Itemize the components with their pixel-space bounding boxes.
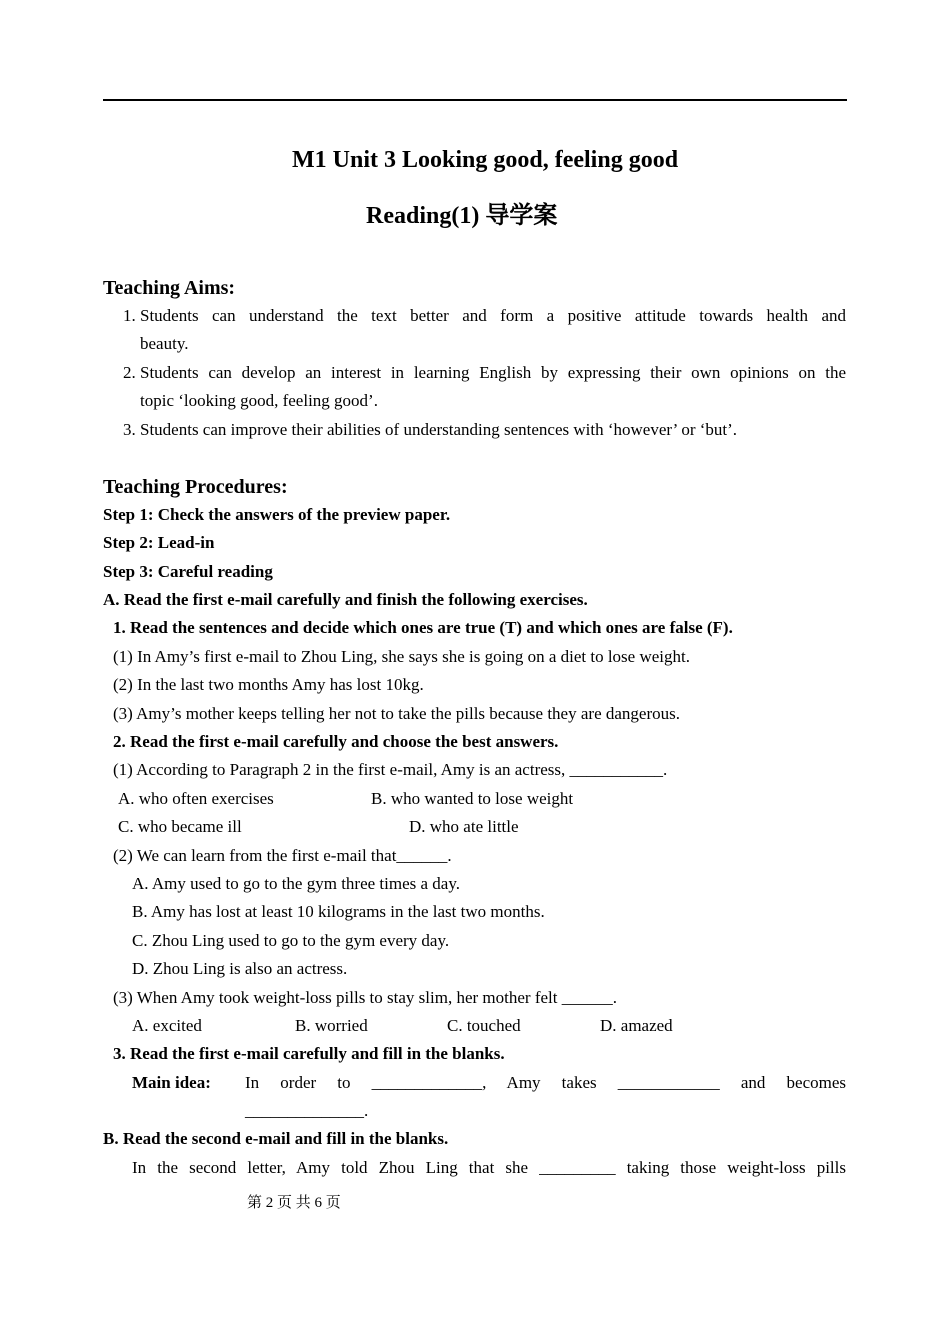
- part-b-heading: B. Read the second e-mail and fill in the blanks.: [103, 1129, 449, 1148]
- true-false-item: (2) In the last two months Amy has lost 10kg.: [113, 675, 424, 694]
- aim-number: 3.: [123, 420, 136, 439]
- question-2-option-b: B. Amy has lost at least 10 kilograms in the last two months.: [132, 902, 545, 921]
- step-1: Step 1: Check the answers of the preview paper.: [103, 505, 451, 524]
- page-footer: 第 2 页 共 6 页: [247, 1195, 341, 1211]
- question-1-option-d: D. who ate little: [409, 817, 519, 836]
- question-2-option-c: C. Zhou Ling used to go to the gym every day.: [132, 931, 450, 950]
- main-idea-label: Main idea:: [132, 1073, 211, 1092]
- teaching-procedures-heading: Teaching Procedures:: [103, 476, 288, 498]
- aim-number: 1.: [123, 306, 136, 325]
- main-idea-line: In order to _____________, Amy takes ____________ and becomes: [245, 1073, 846, 1092]
- teaching-aims-heading: Teaching Aims:: [103, 277, 236, 299]
- page-subtitle: Reading(1) 导学案: [366, 203, 558, 229]
- true-false-item: (3) Amy’s mother keeps telling her not to take the pills because they are dangerous.: [113, 704, 680, 723]
- main-idea-line: ______________.: [245, 1101, 369, 1120]
- question-3-option-d: D. amazed: [600, 1016, 673, 1035]
- aim-text-line: Students can develop an interest in learning English by expressing their own opinions on the: [140, 363, 846, 382]
- header-rule: [103, 99, 847, 101]
- step-3: Step 3: Careful reading: [103, 562, 273, 581]
- exercise-3-heading: 3. Read the first e-mail carefully and fill in the blanks.: [113, 1044, 505, 1063]
- aim-text-line: Students can improve their abilities of understanding sentences with ‘however’ or ‘but’.: [140, 420, 738, 439]
- question-3-stem: (3) When Amy took weight-loss pills to stay slim, her mother felt ______.: [113, 988, 617, 1007]
- question-1-option-a: A. who often exercises: [118, 789, 274, 808]
- aim-text-line: Students can understand the text better and form a positive attitude towards health and: [140, 306, 846, 325]
- question-1-option-b: B. who wanted to lose weight: [371, 789, 574, 808]
- true-false-item: (1) In Amy’s first e-mail to Zhou Ling, she says she is going on a diet to lose weight.: [113, 647, 690, 666]
- page-title: M1 Unit 3 Looking good, feeling good: [292, 147, 679, 173]
- step-2: Step 2: Lead-in: [103, 533, 215, 552]
- exercise-2-heading: 2. Read the first e-mail carefully and choose the best answers.: [113, 732, 559, 751]
- question-2-option-a: A. Amy used to go to the gym three times a day.: [132, 874, 460, 893]
- question-1-option-c: C. who became ill: [118, 817, 242, 836]
- part-a-heading: A. Read the first e-mail carefully and finish the following exercises.: [103, 590, 588, 609]
- question-3-option-a: A. excited: [132, 1016, 202, 1035]
- aim-text-line: topic ‘looking good, feeling good’.: [140, 391, 378, 410]
- question-2-option-d: D. Zhou Ling is also an actress.: [132, 959, 348, 978]
- aim-number: 2.: [123, 363, 136, 382]
- question-1-stem: (1) According to Paragraph 2 in the first e-mail, Amy is an actress, ___________.: [113, 760, 668, 779]
- aim-text-line: beauty.: [140, 334, 189, 353]
- part-b-text-line: In the second letter, Amy told Zhou Ling that she _________ taking those weight-loss pills: [132, 1158, 846, 1177]
- question-3-option-c: C. touched: [447, 1016, 521, 1035]
- exercise-1-heading: 1. Read the sentences and decide which ones are true (T) and which ones are false (F).: [113, 618, 733, 637]
- question-2-stem: (2) We can learn from the first e-mail that______.: [113, 846, 452, 865]
- question-3-option-b: B. worried: [295, 1016, 368, 1035]
